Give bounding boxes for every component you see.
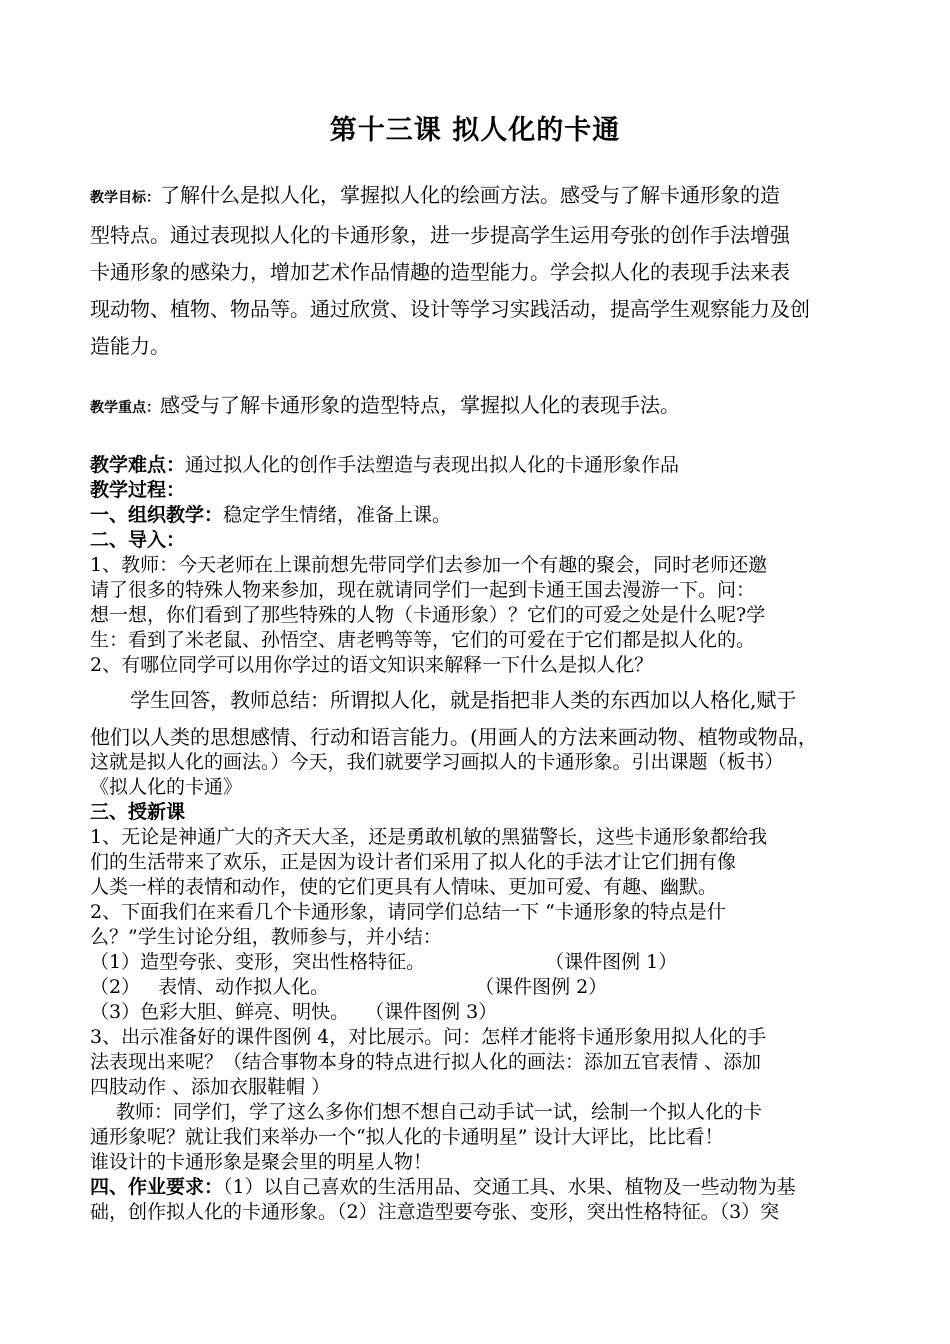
section3-line-5: 么？”学生讨论分组，教师参与，并小结： [90, 926, 442, 948]
answer-line-1: 学生回答，教师总结：所谓拟人化，就是指把非人类的东西加以人格化,赋于 [130, 688, 797, 712]
section3-label: 三、授新课 [90, 801, 186, 823]
goal-line-1: 教学目标：了解什么是拟人化，掌握拟人化的绘画方法。感受与了解卡通形象的造 [90, 183, 780, 207]
point-1-ref: （课件图例 1） [545, 951, 678, 973]
section2-line-2: 请了很多的特殊人物来参加，现在就请同学们一起到卡通王国去漫游一下。问： [90, 579, 756, 601]
document-title: 第十三课 拟人化的卡通 [329, 115, 621, 146]
process-section [90, 453, 865, 678]
section2-line-5: 2、有哪位同学可以用你学过的语文知识来解释一下什么是拟人化？ [90, 654, 654, 676]
focus-paragraph [90, 387, 865, 427]
point-1: （1）造型夸张、变形，突出性格特征。 （课件图例 1） [90, 951, 678, 973]
teacher-line-3: 谁设计的卡通形象是聚会里的明星人物！ [90, 1151, 433, 1173]
goal-line-4: 现动物、植物、物品等。通过欣赏、设计等学习实践活动，提高学生观察能力及创 [90, 297, 810, 321]
main-body [90, 750, 865, 1225]
section2-line-4: 生：看到了米老鼠、孙悟空、唐老鸭等等，它们的可爱在于它们都是拟人化的。 [90, 629, 756, 651]
after-line-2: 《拟人化的卡通》 [90, 776, 243, 798]
section2-line-1: 1、教师：今天老师在上课前想先带同学们去参加一个有趣的聚会，同时老师还邀 [90, 554, 768, 576]
point-2: （2） 表情、动作拟人化。 （课件图例 2） [90, 976, 608, 998]
focus-label: 教学重点： [90, 400, 160, 416]
section3-line-3: 人类一样的表情和动作，使的它们更具有人情味、更加可爱、有趣、幽默。 [90, 876, 718, 898]
answer-paragraph [90, 682, 865, 756]
section3-more-2: 法表现出来呢？（结合事物本身的特点进行拟人化的画法：添加五官表情 、添加 [90, 1051, 762, 1073]
section2-line-3: 想一想，你们看到了那些特殊的人物（卡通形象）？它们的可爱之处是什么呢?学 [90, 604, 766, 626]
goal-line-2: 型特点。通过表现拟人化的卡通形象，进一步提高学生运用夸张的创作手法增强 [90, 223, 790, 247]
section3-more-1: 3、出示准备好的课件图例 4，对比展示。问：怎样才能将卡通形象用拟人化的手 [90, 1026, 767, 1048]
goal-line-5: 造能力。 [90, 334, 170, 358]
answer-line-2: 他们以人类的思想感情、行动和语言能力。(用画人的方法来画动物、植物或物品， [90, 725, 818, 749]
section4-label: 四、作业要求： [90, 1176, 224, 1198]
section3-line-1: 1、无论是神通广大的齐天大圣，还是勇敢机敏的黑猫警长，这些卡通形象都给我 [90, 826, 768, 848]
teacher-line-1: 教师：同学们，学了这么多你们想不想自己动手试一试，绘制一个拟人化的卡 [116, 1101, 763, 1123]
difficulty-line: 教学难点：通过拟人化的创作手法塑造与表现出拟人化的卡通形象作品 [90, 454, 680, 476]
focus-text: 感受与了解卡通形象的造型特点，掌握拟人化的表现手法。 [160, 393, 680, 417]
section3-line-4: 2、下面我们在来看几个卡通形象，请同学们总结一下 “卡通形象的特点是什 [90, 901, 726, 923]
section2-label: 二、导入： [90, 529, 186, 551]
section1-line: 一、组织教学：稳定学生情绪，准备上课。 [90, 504, 452, 526]
section3-line-2: 们的生活带来了欢乐，正是因为设计者们采用了拟人化的手法才让它们拥有像 [90, 851, 737, 873]
section4-line-1: 四、作业要求：（1）以自己喜欢的生活用品、交通工具、水果、植物及一些动物为基 [90, 1176, 796, 1198]
after-line-1: 这就是拟人化的画法。）今天，我们就要学习画拟人的卡通形象。引出课题（板书） [90, 751, 784, 773]
point-3-ref: （课件图例 3） [365, 1001, 498, 1023]
process-label: 教学过程： [90, 479, 186, 501]
section1-label: 一、组织教学： [90, 504, 224, 526]
goal-paragraph [90, 177, 865, 365]
difficulty-label: 教学难点： [90, 454, 186, 476]
teacher-line-2: 通形象呢？就让我们来举办一个“拟人化的卡通明星” 设计大评比，比比看！ [90, 1126, 724, 1148]
point-2-ref: （课件图例 2） [475, 976, 608, 998]
point-3: （3）色彩大胆、鲜亮、明快。 （课件图例 3） [90, 1001, 498, 1023]
goal-line-3: 卡通形象的感染力，增加艺术作品情趣的造型能力。学会拟人化的表现手法来表 [90, 260, 790, 284]
section3-more-3: 四肢动作 、添加衣服鞋帽 ） [90, 1076, 331, 1098]
goal-label: 教学目标： [90, 190, 160, 206]
section4-line-2: 础，创作拟人化的卡通形象。（2）注意造型要夸张、变形，突出性格特征。（3）突 [90, 1201, 780, 1223]
